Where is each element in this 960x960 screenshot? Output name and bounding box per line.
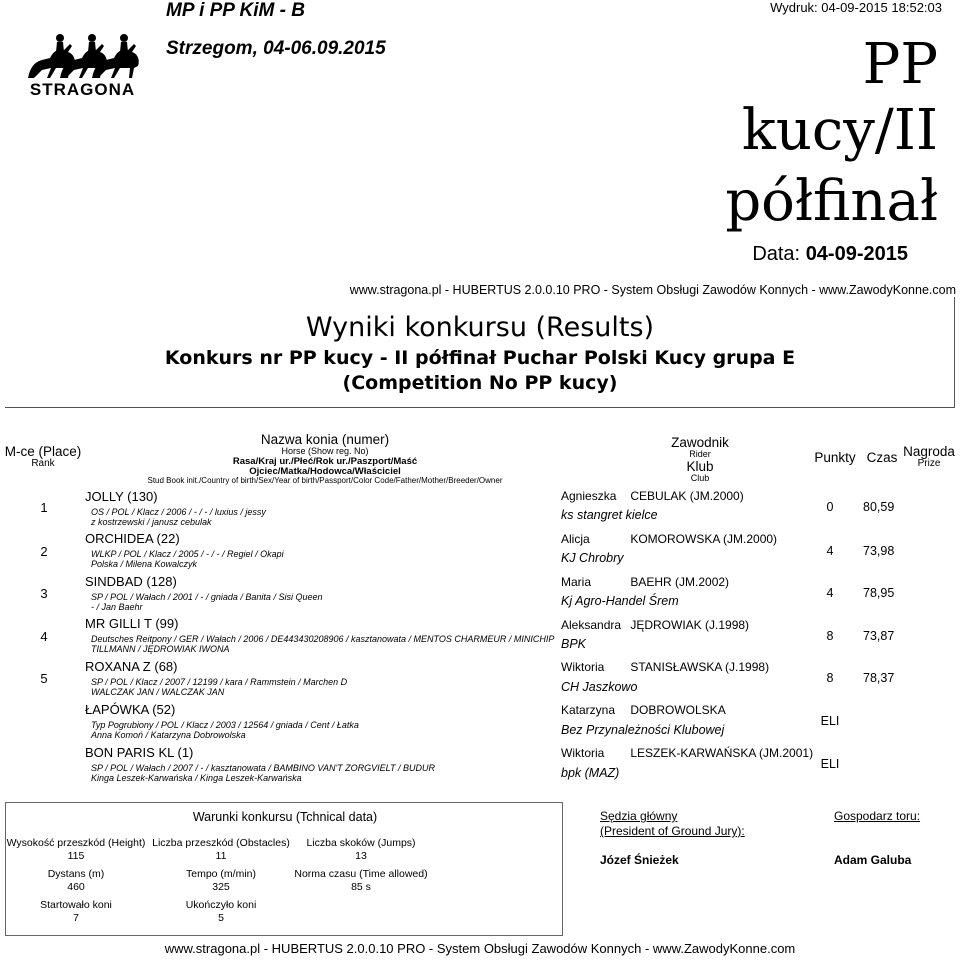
judge-label-1: Sędzia główny xyxy=(600,809,678,823)
time-value: 78,37 xyxy=(863,671,895,685)
points-label: Punkty xyxy=(814,450,856,465)
points-value: ELI xyxy=(820,714,840,728)
club-name: Kj Agro-Handel Śrem xyxy=(561,594,679,608)
horse-details-label: Rasa/Kraj ur./Płeć/Rok ur./Paszport/Maść xyxy=(232,455,418,467)
horse-name xyxy=(85,489,158,504)
jumps-cell xyxy=(286,837,436,863)
finished-value: 5 xyxy=(218,912,224,924)
started-value: 7 xyxy=(73,912,79,924)
rider-first-name: Wiktoria xyxy=(561,660,605,674)
obstacles-value: 11 xyxy=(215,850,227,862)
horse-number: (22) xyxy=(156,531,180,546)
date-label: Data: xyxy=(752,243,801,265)
rider-first-name: Katarzyna xyxy=(561,703,616,717)
horse-name-label: Nazwa konia (numer) xyxy=(260,432,390,447)
horse-owner: WALCZAK JAN / WALCZAK JAN xyxy=(91,687,225,697)
rider-last-name: BAEHR (JM.2002) xyxy=(630,575,730,589)
rider-last-name: STANISŁAWSKA (J.1998) xyxy=(630,660,770,674)
rider-label: Zawodnik xyxy=(671,435,729,450)
rider-en-label: Rider xyxy=(689,449,711,460)
started-label: Startowało koni xyxy=(40,899,112,911)
horse-owner: Kinga Leszek-Karwańska / Kinga Leszek-Karwańska xyxy=(91,773,302,783)
points-value: 4 xyxy=(826,544,834,558)
date-line xyxy=(752,243,908,266)
club-name: bpk (MAZ) xyxy=(561,766,620,780)
rank-value: 2 xyxy=(40,544,48,559)
horse-details: OS / POL / Klacz / 2006 / - / - / luxius / jessy xyxy=(91,507,266,517)
horse-owner: TILLMANN / JĘDROWIAK IWONA xyxy=(91,644,230,654)
horse-owner-label: Ojciec/Matka/Hodowca/Właściciel xyxy=(249,465,401,477)
rider-last-name: CEBULAK (JM.2000) xyxy=(630,489,744,503)
height-cell xyxy=(6,837,146,863)
distance-label: Dystans (m) xyxy=(47,868,105,880)
time-value: 73,87 xyxy=(863,629,895,643)
horse-details: SP / POL / Wałach / 2001 / - / gniada / Banita / Sisi Queen xyxy=(91,592,323,602)
time-allowed-label: Norma czasu (Time allowed) xyxy=(294,868,428,880)
competition-number: (Competition No PP kucy) xyxy=(342,372,618,394)
rider-name xyxy=(561,489,744,503)
rider-first-name: Agnieszka xyxy=(561,489,617,503)
time-value: 78,95 xyxy=(863,586,895,600)
jumps-label: Liczba skoków (Jumps) xyxy=(306,837,416,849)
rider-name xyxy=(561,660,769,674)
points-value: 4 xyxy=(826,586,834,600)
horse-name-text: BON PARIS KL xyxy=(85,745,174,760)
rider-last-name: DOBROWOLSKA xyxy=(630,703,726,717)
horse-name xyxy=(85,531,180,546)
technical-data-box xyxy=(5,802,563,936)
col-time-header xyxy=(862,451,902,465)
time-allowed-value: 85 s xyxy=(351,881,371,893)
results-title: Wyniki konkursu (Results) xyxy=(305,312,655,343)
rank-value: 5 xyxy=(40,671,48,686)
judge-label-2: (President of Ground Jury): xyxy=(600,824,745,838)
horse-details: Deutsches Reitpony / GER / Wałach / 2006 / DE443430208906 / kasztanowata / MENTOS CHARMEUR / MINICHIP xyxy=(91,634,555,644)
finished-label: Ukończyło koni xyxy=(185,899,257,911)
horse-owner: - / Jan Baehr xyxy=(91,602,143,612)
rank-value: 3 xyxy=(40,586,48,601)
print-timestamp: Wydruk: 04-09-2015 18:52:03 xyxy=(770,0,942,15)
rider-last-name: LESZEK-KARWAŃSKA (JM.2001) xyxy=(630,746,814,760)
club-name: CH Jaszkowo xyxy=(561,680,638,694)
started-cell xyxy=(6,899,146,925)
technical-data-title: Warunki konkursu (Tchnical data) xyxy=(192,810,378,824)
prize-label: Nagroda xyxy=(903,444,955,459)
footer-line: www.stragona.pl - HUBERTUS 2.0.0.10 PRO - System Obsługi Zawodów Konnych - www.ZawodyKonne.com xyxy=(164,941,796,956)
event-title: MP i PP KiM - B xyxy=(166,0,305,21)
stragona-logo xyxy=(20,20,145,100)
judge-name: Józef Śnieżek xyxy=(600,853,679,867)
club-en-label: Club xyxy=(690,472,710,483)
points-value: ELI xyxy=(820,757,840,771)
rider-last-name: JĘDROWIAK (J.1998) xyxy=(630,618,750,632)
horse-name xyxy=(85,616,178,631)
horse-number: (128) xyxy=(146,574,177,589)
rank-value: 1 xyxy=(40,500,48,515)
host-label: Gospodarz toru: xyxy=(834,809,921,823)
event-place-date: Strzegom, 04-06.09.2015 xyxy=(166,38,386,59)
rider-name xyxy=(561,532,777,546)
logo-text: STRAGONA xyxy=(29,80,136,99)
distance-value: 460 xyxy=(67,881,85,893)
rider-name xyxy=(561,746,813,760)
rider-name xyxy=(561,618,749,632)
big-title-line1: PP xyxy=(862,32,938,97)
club-label: Klub xyxy=(686,458,714,474)
club-name: Bez Przynależności Klubowej xyxy=(561,723,725,737)
horse-number: (130) xyxy=(127,489,158,504)
horse-name-text: ORCHIDEA xyxy=(85,531,153,546)
time-label: Czas xyxy=(866,450,898,465)
points-value: 8 xyxy=(826,629,834,643)
horse-number: (52) xyxy=(152,702,176,717)
tempo-value: 325 xyxy=(212,881,230,893)
rider-first-name: Aleksandra xyxy=(561,618,622,632)
height-label: Wysokość przeszkód (Height) xyxy=(6,837,146,849)
horse-number: (1) xyxy=(177,745,194,760)
horse-name-text: JOLLY xyxy=(85,489,124,504)
big-title-line2: kucy/II xyxy=(741,98,938,163)
height-value: 115 xyxy=(67,850,85,862)
points-value: 8 xyxy=(826,671,834,685)
club-name: ks stangret kielce xyxy=(561,508,658,522)
competition-name: Konkurs nr PP kucy - II półfinał Puchar Polski Kucy grupa E xyxy=(164,347,796,369)
horse-details: Typ Pogrubiony / POL / Klacz / 2003 / 12564 / gniada / Cent / Łatka xyxy=(91,720,359,730)
big-title-line3: półfinał xyxy=(725,169,938,234)
date-value: 04-09-2015 xyxy=(805,243,908,265)
col-points-header xyxy=(812,451,858,465)
horse-details: WLKP / POL / Klacz / 2005 / - / - / Regiel / Okapi xyxy=(91,549,284,559)
club-name: KJ Chrobry xyxy=(561,551,624,565)
horse-owner: Polska / Milena Kowalczyk xyxy=(91,559,198,569)
col-rider-header xyxy=(600,436,800,483)
site-line: www.stragona.pl - HUBERTUS 2.0.0.10 PRO - System Obsługi Zawodów Konnych - www.ZawodyKonne.com xyxy=(349,283,956,297)
time-value: 73,98 xyxy=(863,544,895,558)
rank-value: 4 xyxy=(40,629,48,644)
horse-name-text: MR GILLI T xyxy=(85,616,152,631)
tempo-label: Tempo (m/min) xyxy=(185,868,256,880)
horse-name xyxy=(85,745,193,760)
time-allowed-cell xyxy=(286,868,436,894)
points-value: 0 xyxy=(826,500,834,514)
rider-first-name: Maria xyxy=(561,575,592,589)
club-name: BPK xyxy=(561,637,587,651)
jumps-value: 13 xyxy=(355,850,367,862)
horse-number: (99) xyxy=(155,616,179,631)
rider-name xyxy=(561,575,729,589)
horse-en2-label: Stud Book init./Country of birth/Sex/Year of birth/Passport/Color Code/Father/Mother/Breeder/Owner xyxy=(147,475,503,485)
obstacles-label: Liczba przeszkód (Obstacles) xyxy=(152,837,290,849)
col-place-header xyxy=(2,445,84,470)
horse-owner: z kostrzewski / janusz cebulak xyxy=(91,517,212,527)
finished-cell xyxy=(146,899,296,925)
distance-cell xyxy=(6,868,146,894)
prize-en-label: Prize xyxy=(917,458,941,470)
horse-name-text: ROXANA Z xyxy=(85,659,151,674)
horse-name xyxy=(85,574,177,589)
horse-name-text: SINDBAD xyxy=(85,574,143,589)
horse-name-text: ŁAPÓWKA xyxy=(85,702,149,717)
horse-number: (68) xyxy=(154,659,178,674)
horse-owner: Anna Komoń / Katarzyna Dobrowolska xyxy=(91,730,246,740)
tempo-cell xyxy=(146,868,296,894)
col-prize-header xyxy=(900,445,958,470)
horse-details: SP / POL / Klacz / 2007 / 12199 / kara / Rammstein / Marchen D xyxy=(91,677,348,687)
rider-last-name: KOMOROWSKA (JM.2000) xyxy=(630,532,778,546)
col-horse-header xyxy=(90,433,560,485)
horse-details: SP / POL / Wałach / 2007 / - / kasztanowata / BAMBINO VAN'T ZORGVIELT / BUDUR xyxy=(91,763,435,773)
rider-name xyxy=(561,703,726,717)
rank-label: Rank xyxy=(31,458,55,470)
horse-name xyxy=(85,659,178,674)
rider-first-name: Wiktoria xyxy=(561,746,605,760)
time-value: 80,59 xyxy=(863,500,895,514)
place-label: M-ce (Place) xyxy=(4,444,82,459)
rider-first-name: Alicja xyxy=(561,532,590,546)
horse-en-label: Horse (Show reg. No) xyxy=(281,446,369,457)
horse-name xyxy=(85,702,175,717)
obstacles-cell xyxy=(146,837,296,863)
host-name: Adam Galuba xyxy=(834,853,912,867)
